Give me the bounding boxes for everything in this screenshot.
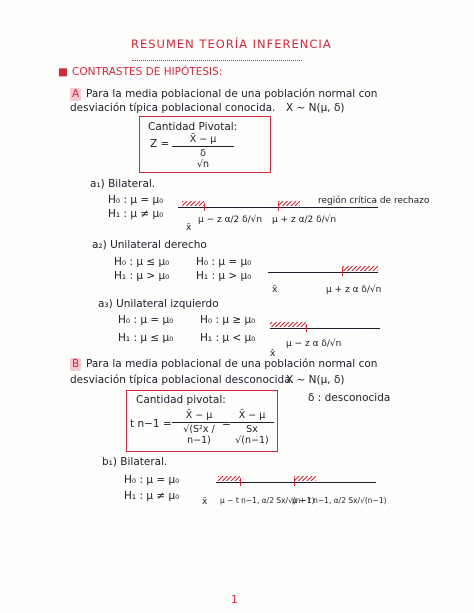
section-bullet: ■: [58, 66, 68, 78]
a3-h0a: H₀ : μ = μ₀: [118, 314, 174, 326]
t-num-1: X̄ − μ: [185, 410, 213, 421]
a3-h0b: H₀ : μ ≥ μ₀: [200, 314, 256, 326]
a1-region-label: región crítica de rechazo: [318, 196, 430, 206]
a2-h0a: H₀ : μ ≤ μ₀: [114, 256, 170, 268]
t-lhs: t n−1 =: [130, 418, 172, 430]
a1-label: a₁) Bilateral.: [90, 178, 156, 190]
b1-right-bound: μ + t n−1, α/2 Sx/√(n−1): [292, 496, 387, 505]
b1-h0: H₀ : μ = μ₀: [124, 474, 180, 486]
b1-right-tick: [294, 478, 295, 486]
t-fraction-2: [230, 410, 274, 446]
a3-label: a₃) Unilateral izquierdo: [98, 298, 219, 310]
title-underline: [132, 60, 302, 61]
a1-left-bound: μ − z α/2 δ/√n: [198, 215, 263, 225]
t-fraction-1: [172, 410, 226, 446]
a3-xbar: x̄: [270, 349, 276, 359]
a2-right-bound: μ + z α δ/√n: [326, 285, 382, 295]
b1-h1: H₁ : μ ≠ μ₀: [124, 490, 180, 502]
z-numerator: X̄ − μ: [189, 134, 217, 145]
a1-h0: H₀ : μ = μ₀: [108, 194, 164, 206]
part-a-intro-2: desviación típica poblacional conocida.: [70, 102, 276, 114]
part-a-intro-1: Para la media poblacional de una población normal con: [86, 88, 378, 100]
t-den-1: √(S²x / n−1): [183, 424, 215, 446]
b1-xbar: x̄: [202, 497, 208, 507]
t-den-2-bot: √(n−1): [235, 435, 269, 446]
a2-h1b: H₁ : μ > μ₀: [196, 270, 252, 282]
page-number: 1: [231, 593, 238, 606]
part-b-intro-2: desviación típica poblacional desconocida.: [70, 374, 294, 386]
z-fraction: [172, 134, 234, 170]
a1-right-bound: μ + z α/2 δ/√n: [272, 215, 337, 225]
b1-left-bound: μ − t n−1, α/2 Sx/√(n−1): [220, 496, 315, 505]
b1-left-region: [218, 476, 240, 481]
z-den-top: δ: [200, 148, 206, 159]
a1-h1: H₁ : μ ≠ μ₀: [108, 208, 164, 220]
a2-label: a₂) Unilateral derecho: [92, 239, 207, 251]
a2-right-region: [342, 266, 378, 271]
b1-left-tick: [240, 478, 241, 486]
a3-h1a: H₁ : μ ≤ μ₀: [118, 332, 174, 344]
pivotal-title-a: Cantidad Pivotal:: [148, 121, 238, 133]
a2-h0b: H₀ : μ = μ₀: [196, 256, 252, 268]
a3-axis: [270, 328, 380, 329]
a2-tick: [342, 268, 343, 276]
a3-tick: [306, 324, 307, 332]
a2-h1a: H₁ : μ > μ₀: [114, 270, 170, 282]
a1-right-region: [278, 201, 300, 206]
part-b-distribution: X ~ N(μ, δ): [286, 374, 345, 386]
part-a-distribution: X ~ N(μ, δ): [286, 102, 345, 114]
a2-xbar: x̄: [272, 285, 278, 295]
part-b-intro-1: Para la media poblacional de una población normal con: [86, 358, 378, 370]
page-title: RESUMEN TEORÍA INFERENCIA: [131, 37, 332, 51]
a1-left-region: [182, 201, 204, 206]
pivotal-title-b: Cantidad pivotal:: [136, 394, 226, 406]
a3-h1b: H₁ : μ < μ₀: [200, 332, 256, 344]
b1-label: b₁) Bilateral.: [102, 456, 168, 468]
a3-left-region: [270, 322, 306, 327]
t-num-2: X̄ − μ: [238, 410, 266, 421]
b1-right-region: [294, 476, 316, 481]
a1-right-tick: [278, 203, 279, 211]
t-equals: =: [222, 418, 231, 430]
part-b-label: B: [72, 358, 80, 370]
z-lhs: Z =: [150, 138, 170, 150]
t-den-2-top: Sx: [246, 424, 258, 435]
part-a-label: A: [72, 88, 80, 100]
a1-xbar: x̄: [186, 223, 192, 233]
a3-left-bound: μ − z α δ/√n: [286, 339, 342, 349]
z-den-bot: √n: [196, 159, 210, 170]
a2-axis: [268, 272, 378, 273]
section-heading: CONTRASTES DE HIPÓTESIS:: [72, 66, 223, 78]
a1-left-tick: [204, 203, 205, 211]
part-b-unknown: δ : desconocida: [308, 392, 391, 404]
